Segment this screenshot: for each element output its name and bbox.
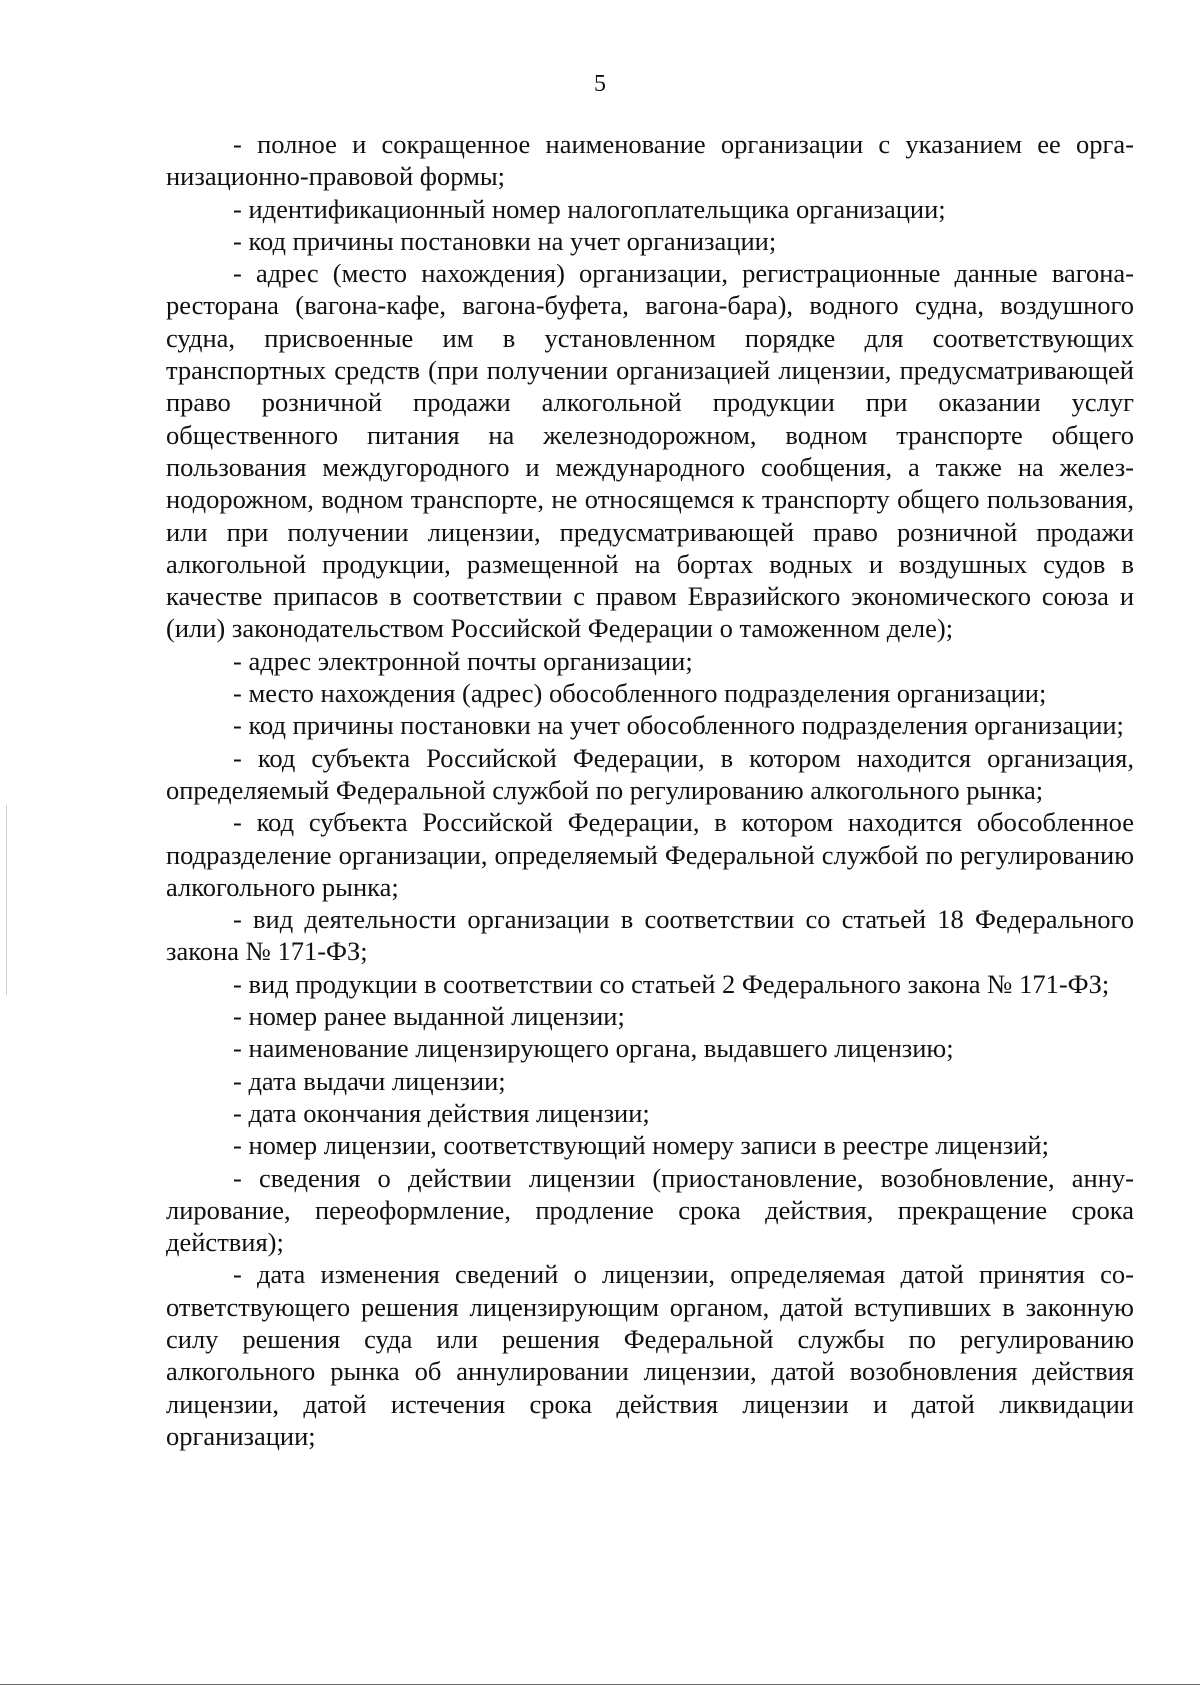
list-item: - номер ранее выданной лицензии; <box>233 1001 625 1032</box>
list-item: - номер лицензии, соответствующий номеру записи в реестре лицензий; <box>233 1130 1049 1161</box>
scan-edge-mark <box>6 805 7 995</box>
list-item: - код причины постановки на учет организации; <box>233 225 777 256</box>
page-number: 5 <box>594 71 606 97</box>
list-item: - вид продукции в соответствии со статьей 2 Федерального закона № 171-ФЗ; <box>233 968 1110 999</box>
list-item: - адрес электронной почты организации; <box>233 645 693 676</box>
list-item: - место нахождения (адрес) обособленного подразделения организации; <box>233 678 1047 709</box>
list-item: - код субъекта Российской Федерации, в котором находится обособленное подразделение организации, определяемый Федеральной службой по регулированию алкогольного рынка; <box>166 807 1134 902</box>
list-item: - код субъекта Российской Федерации, в котором находится организация, определяемый Федеральной службой по регулированию алкогольного рынка; <box>166 742 1134 805</box>
list-item: - наименование лицензирующего органа, выдавшего лицензию; <box>233 1033 954 1064</box>
list-item: - адрес (место нахождения) организации, регистрационные данные вагона-ресторана (вагона-кафе, вагона-буфета, вагона-бара), водного судна, воздушного судна, присвоенные им в установленном порядке для соответствующих транспортных средств (при получении организацией лицензии, предусматривающей право розничной продажи алкогольной продукции при оказании услуг общественного питания на железнодорожном, водном транспорте общего пользования междугородного и международного сообщения, а также на железнодорожном, водном транспорте, не относящемся к транспорту общего пользования, или при получении лицензии, предусматривающей право розничной продажи алкогольной продукции, размещенной на бортах водных и воздушных судов в качестве припасов в соответствии с правом Евразийского экономического союза и (или) законодательством Российской Федерации о таможенном деле); <box>166 258 1134 644</box>
list-item: - идентификационный номер налогоплательщика организации; <box>233 193 946 224</box>
document-body <box>166 128 1134 1452</box>
list-item: - код причины постановки на учет обособленного подразделения организации; <box>233 710 1124 741</box>
list-item: - дата изменения сведений о лицензии, определяемая датой принятия соответствующего решения лицензирующим органом, датой вступивших в законную силу решения суда или решения Федеральной службы по регулированию алкогольного рынка об аннулировании лицензии, датой возобновления действия лицензии, датой истечения срока действия лицензии и датой ликвидации организации; <box>166 1259 1134 1451</box>
list-item: - сведения о действии лицензии (приостановление, возобновление, аннулирование, переоформление, продление срока действия, прекращение срока действия); <box>166 1162 1134 1258</box>
list-item: - дата окончания действия лицензии; <box>233 1097 650 1128</box>
list-item: - вид деятельности организации в соответствии со статьей 18 Федерального закона № 171-ФЗ; <box>166 904 1134 967</box>
list-item: - дата выдачи лицензии; <box>233 1065 506 1096</box>
page-bottom-edge <box>0 1684 1200 1685</box>
list-item: - полное и сокращенное наименование организации с указанием ее организационно-правовой формы; <box>166 129 1134 192</box>
